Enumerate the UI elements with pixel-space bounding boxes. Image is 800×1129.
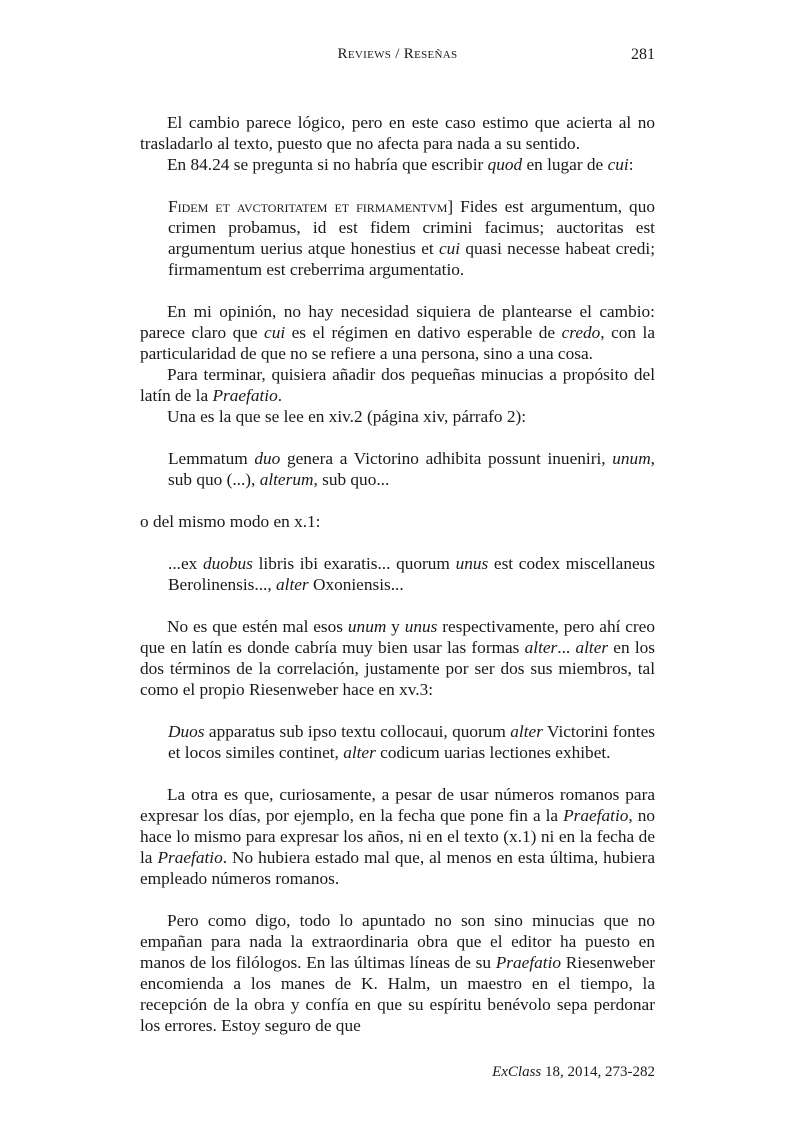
article-body: [140, 112, 655, 1036]
italic-text: Praefatio: [157, 848, 223, 867]
text-run: El cambio parece lógico, pero en este caso estimo que acierta al no trasladarlo al texto, puesto que no afecta para nada a su sentido.: [140, 113, 655, 153]
italic-text: Praefatio: [563, 806, 629, 825]
block-quote: [168, 553, 655, 595]
text-run: Para terminar, quisiera añadir dos pequeñas minucias a propósito del latín de la: [140, 365, 655, 405]
text-run: o del mismo modo en x.1:: [140, 512, 321, 531]
text-run: No es que estén mal esos: [167, 617, 348, 636]
italic-text: alter: [575, 638, 609, 657]
paragraph: [140, 154, 655, 175]
text-run: en los dos términos de la correlación, justamente por ser dos sus miembros, tal como el propio Riesenweber hace en xv.3:: [140, 638, 656, 699]
italic-text: alter: [343, 743, 376, 762]
paragraph: [140, 406, 655, 427]
journal-citation: 18, 2014, 273-282: [541, 1064, 655, 1080]
text-run: codicum uarias lectiones exhibet.: [375, 743, 611, 762]
text-run: , sub quo (...),: [168, 449, 655, 489]
text-run: quasi necesse habeat credi; firmamentum est creberrima argumentatio.: [168, 239, 655, 279]
text-run: ] Fides est argumentum, quo crimen probamus, id est fidem crimini facimus; auctoritas est argumentum uerius atque honestius et: [168, 197, 655, 258]
italic-text: duobus: [202, 554, 253, 573]
text-run: Una es la que se lee en xiv.2 (página xiv, párrafo 2):: [167, 407, 527, 426]
journal-name: ExClass: [492, 1064, 542, 1080]
italic-text: alter: [524, 638, 558, 657]
text-run: Oxoniensis...: [308, 575, 404, 594]
italic-text: cui: [264, 323, 286, 342]
italic-text: alter: [276, 575, 309, 594]
italic-text: cui: [438, 239, 461, 258]
italic-text: unum: [347, 617, 387, 636]
paragraph-gap: [140, 763, 655, 784]
paragraph-gap: [140, 595, 655, 616]
small-caps-lemma: Fidem et avctoritatem et firmamentvm: [168, 197, 448, 216]
italic-text: alterum: [259, 470, 314, 489]
italic-text: unum: [612, 449, 651, 468]
italic-text: Praefatio: [212, 386, 278, 405]
block-quote: [168, 448, 655, 490]
paragraph-gap: [140, 490, 655, 511]
paragraph: [140, 784, 655, 889]
text-run: Victorini fontes et locos similes continet,: [168, 722, 655, 762]
text-run: respectivamente, pero ahí creo que en latín es donde cabría muy bien usar las formas: [140, 617, 655, 657]
running-title: Reviews / Reseñas: [337, 46, 458, 62]
text-run: , con la particularidad de que no se refiere a una persona, sino a una cosa.: [140, 323, 656, 363]
text-run: .: [277, 386, 283, 405]
italic-text: alter: [510, 722, 543, 741]
text-run: Lemmatum: [168, 449, 255, 468]
italic-text: duo: [254, 449, 281, 468]
italic-text: Praefatio: [495, 953, 562, 972]
block-quote: [168, 721, 655, 763]
paragraph-gap: [140, 175, 655, 196]
paragraph-gap: [140, 700, 655, 721]
text-run: apparatus sub ipso textu collocaui, quorum: [204, 722, 511, 741]
italic-text: unus: [455, 554, 489, 573]
text-run: y: [386, 617, 405, 636]
italic-text: Duos: [168, 722, 205, 741]
italic-text: credo: [561, 323, 601, 342]
paragraph-gap: [140, 889, 655, 910]
italic-text: unus: [404, 617, 438, 636]
paragraph: [140, 511, 655, 532]
italic-text: quod: [487, 155, 523, 174]
page-footer: [492, 1064, 655, 1081]
text-run: , no hace lo mismo para expresar los años, ni en el texto (x.1) ni en la fecha de la: [140, 806, 656, 867]
text-run: . No hubiera estado mal que, al menos en esta última, hubiera empleado números romanos.: [140, 848, 655, 888]
block-quote: [168, 196, 655, 280]
text-run: es el régimen en dativo esperable de: [285, 323, 562, 342]
paragraph: [140, 616, 655, 700]
paragraph: [140, 301, 655, 364]
text-run: en lugar de: [522, 155, 608, 174]
text-run: genera a Victorino adhibita possunt inueniri,: [280, 449, 613, 468]
paragraph-gap: [140, 532, 655, 553]
italic-text: cui: [607, 155, 629, 174]
text-run: ...ex: [168, 554, 203, 573]
text-run: En 84.24 se pregunta si no habría que escribir: [167, 155, 488, 174]
text-run: Pero como digo, todo lo apuntado no son sino minucias que no empañan para nada la extraordinaria obra que el editor ha puesto en manos de los filólogos. En las últimas líneas de su: [140, 911, 655, 972]
text-run: En mi opinión, no hay necesidad siquiera de plantearse el cambio: parece claro que: [140, 302, 655, 342]
text-run: , sub quo...: [313, 470, 390, 489]
text-run: Riesenweber encomienda a los manes de K. Halm, un maestro en el tiempo, la recepción de la obra y confía en que su espíritu benévolo sepa perdonar los errores. Estoy seguro de que: [140, 953, 655, 1035]
paragraph: [140, 910, 655, 1036]
paragraph: [140, 364, 655, 406]
paragraph-gap: [140, 280, 655, 301]
text-run: La otra es que, curiosamente, a pesar de usar números romanos para expresar los días, por ejemplo, en la fecha que pone fin a la: [140, 785, 655, 825]
text-run: ...: [557, 638, 576, 657]
page-header: [140, 46, 655, 68]
page-number: 281: [631, 46, 655, 63]
text-run: libris ibi exaratis... quorum: [252, 554, 456, 573]
paragraph: [140, 112, 655, 154]
text-run: :: [628, 155, 634, 174]
text-run: est codex miscellaneus Berolinensis...,: [168, 554, 655, 594]
paragraph-gap: [140, 427, 655, 448]
